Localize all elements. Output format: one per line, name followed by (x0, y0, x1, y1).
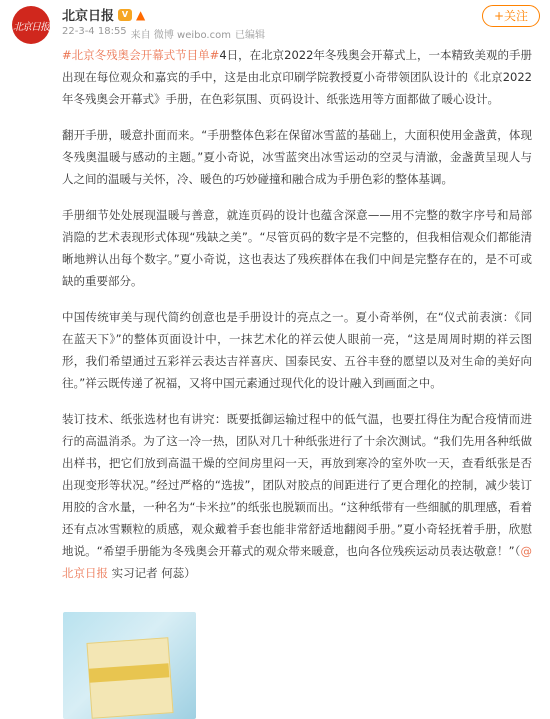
post-time[interactable]: 22-3-4 18:55 (62, 26, 127, 37)
author-name[interactable]: 北京日报 (62, 9, 115, 24)
paragraph-2: 翻开手册，暖意扑面而来。“手册整体色彩在保留冰雪蓝的基础上，大面积使用金盏黄，体现冬残奥温暖与感动的主题。”夏小奇说，冰雪蓝突出冰雪运动的空灵与清澈，金盏黄呈现人与人之间的温暖与关怀，冷、暖色的巧妙碰撞和融合成为手册色彩的整体基调。 (62, 128, 532, 186)
avatar-logo-text: 北京日报 (13, 21, 49, 33)
paragraph-1-text: 4日，在北京2022年冬残奥会开幕式上，一本精致美观的手册出现在每位观众和嘉宾的手中，这是由北京印刷学院教授夏小奇带领团队设计的《北京2022年冬残奥会开幕式》手册，在色彩氛围、页码设计、纸张选用等方面都做了暖心设计。 (62, 48, 532, 106)
follow-button[interactable]: +关注 (482, 5, 540, 27)
author-row (62, 5, 145, 24)
mention-link[interactable]: @北京日报 (62, 544, 532, 580)
edited-label: 已编辑 (234, 30, 265, 41)
post-body (62, 44, 532, 598)
topic-link[interactable]: #北京冬残奥会开幕式节目单# (62, 48, 220, 62)
post-source: 来自 微博 weibo.com (130, 30, 231, 41)
post-meta (62, 26, 265, 41)
post-header (0, 0, 550, 50)
paragraph-5-text: 装订技术、纸张选材也有讲究：既要抵御运输过程中的低气温，也要扛得住为配合疫情而进行的高温消杀。为了这一冷一热，团队对几十种纸张进行了十余次测试。“我们先用各种纸做出样书，把它们放到高温干燥的空间房里闷一天，再放到寒冷的室外吹一天，查看纸张是否出现变形等状况。”经过严格的“选拔”，团队对胶点的间距进行了更合理化的控制，减少装订用胶的含水量，一种名为“卡米拉”的纸张也脱颖而出。“这种纸带有一些细腻的肌理感，看着还有点冰雪颗粒的质感，观众戴着手套也能非常舒适地翻阅手册。”夏小奇轻抚着手册，欣慰地说。“希望手册能为冬残奥会开幕式的观众带来暖意，也向各位残疾运动员表达敬意！”（ (62, 412, 532, 558)
post-image-thumbnail[interactable] (63, 612, 196, 719)
avatar[interactable] (12, 6, 50, 44)
fire-icon: ▲ (136, 7, 146, 22)
paragraph-5-tail: 实习记者 何蕊） (108, 566, 196, 580)
verified-icon: V (118, 9, 132, 21)
paragraph-4: 中国传统审美与现代简约创意也是手册设计的亮点之一。夏小奇举例，在“仪式前表演：《同在蓝天下》”的整体页面设计中，一抹艺术化的祥云使人眼前一亮，“这是周周时期的祥云图形，我们希望通过五彩祥云表达吉祥喜庆、国泰民安、五谷丰登的愿望以及对生命的美好向往。”祥云既传递了祝福，又将中国元素通过现代化的设计融入到画面之中。 (62, 310, 532, 390)
paragraph-1 (62, 44, 532, 110)
paragraph-5 (62, 408, 532, 584)
paragraph-3: 手册细节处处展现温暖与善意，就连页码的设计也蕴含深意——用不完整的数字序号和局部消隐的艺术表现形式体现“残缺之美”。“尽管页码的数字是不完整的，但我相信观众们都能清晰地辨认出每个数字。”夏小奇说，这也表达了残疾群体在我们中间是完整存在的，是不可或缺的重要部分。 (62, 208, 532, 288)
